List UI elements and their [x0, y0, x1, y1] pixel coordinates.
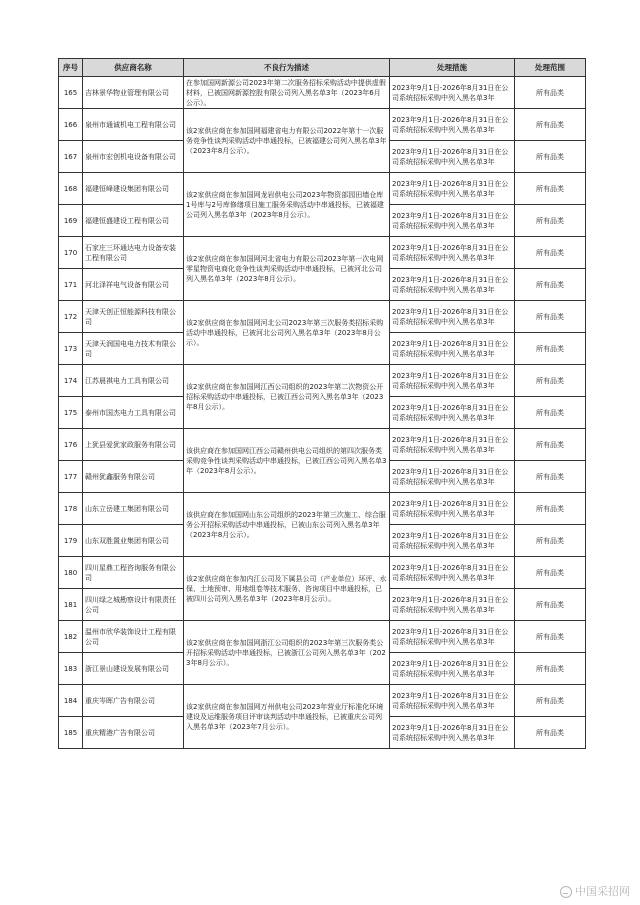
cell-seq: 175 — [59, 397, 83, 429]
cell-seq: 179 — [59, 525, 83, 557]
cell-description-merged: 该2家供应商在参加国网河北公司2023年第三次服务类招标采购活动中串通投标，已被河北公司列入黑名单3年（2023年8月公示）。 — [184, 301, 390, 365]
cell-measure: 2023年9月1日-2026年8月31日在公司系统招标采购中列入黑名单3年 — [390, 653, 515, 685]
cell-supplier-name: 四川绿之城勘察设计有限责任公司 — [83, 589, 184, 621]
cell-range: 所有品类 — [515, 525, 586, 557]
cell-seq: 168 — [59, 173, 83, 205]
cell-description-merged: 该供应商在参加国网山东公司组织的2023年第三次施工、综合服务公开招标采购活动中串通投标，已被山东公司列入黑名单3年（2023年8月公示）。 — [184, 493, 390, 557]
cell-range: 所有品类 — [515, 461, 586, 493]
cell-description-merged: 该2家供应商在参加国网龙岩供电公司2023年物资部园田墙仓库1号库与2号库修缮项目施工服务采购活动中串通投标，已被福建公司列入黑名单3年（2023年8月公示）。 — [184, 173, 390, 237]
cell-description-merged: 该2家供应商在参加内江公司及下属县公司（产业单位）环评、水保、土地预审、用地组卷等技术服务、咨询项目中串通投标，已被四川公司列入黑名单3年（2023年8月公示）。 — [184, 557, 390, 621]
cell-supplier-name: 重庆岑晖广告有限公司 — [83, 685, 184, 717]
cell-description-merged: 该2家供应商在参加国网江西公司组织的2023年第二次物资公开招标采购活动中串通投标，已被江西公司列入黑名单3年（2023年8月公示）。 — [184, 365, 390, 429]
cell-seq: 185 — [59, 717, 83, 749]
cell-seq: 177 — [59, 461, 83, 493]
cell-range: 所有品类 — [515, 173, 586, 205]
cell-range: 所有品类 — [515, 493, 586, 525]
table-row — [59, 621, 586, 653]
cell-measure: 2023年9月1日-2026年8月31日在公司系统招标采购中列入黑名单3年 — [390, 525, 515, 557]
cell-seq: 171 — [59, 269, 83, 301]
cell-range: 所有品类 — [515, 141, 586, 173]
cell-seq: 182 — [59, 621, 83, 653]
cell-supplier-name: 温州市欣华装饰设计工程有限公司 — [83, 621, 184, 653]
cell-range: 所有品类 — [515, 77, 586, 109]
cell-seq: 173 — [59, 333, 83, 365]
watermark — [560, 883, 630, 899]
cell-measure: 2023年9月1日-2026年8月31日在公司系统招标采购中列入黑名单3年 — [390, 269, 515, 301]
cell-range: 所有品类 — [515, 589, 586, 621]
cell-supplier-name: 泉州市宏创机电设备有限公司 — [83, 141, 184, 173]
cell-range: 所有品类 — [515, 237, 586, 269]
cell-description-merged: 该2家供应商在参加国网河北省电力有限公司2023年第一次电网零星物资电商化竞争性谈判采购活动中串通投标，已被河北公司列入黑名单3年（2023年8月公示）。 — [184, 237, 390, 301]
cell-range: 所有品类 — [515, 205, 586, 237]
cell-supplier-name: 山东双胜置业集团有限公司 — [83, 525, 184, 557]
cell-supplier-name: 山东立岳建工集团有限公司 — [83, 493, 184, 525]
cell-measure: 2023年9月1日-2026年8月31日在公司系统招标采购中列入黑名单3年 — [390, 461, 515, 493]
cell-range: 所有品类 — [515, 685, 586, 717]
cell-measure: 2023年9月1日-2026年8月31日在公司系统招标采购中列入黑名单3年 — [390, 365, 515, 397]
cell-range: 所有品类 — [515, 653, 586, 685]
cell-range: 所有品类 — [515, 109, 586, 141]
header-description: 不良行为描述 — [184, 59, 390, 77]
cell-measure: 2023年9月1日-2026年8月31日在公司系统招标采购中列入黑名单3年 — [390, 77, 515, 109]
cell-measure: 2023年9月1日-2026年8月31日在公司系统招标采购中列入黑名单3年 — [390, 173, 515, 205]
table-row — [59, 493, 586, 525]
cell-supplier-name: 浙江景山建设发展有限公司 — [83, 653, 184, 685]
cell-range: 所有品类 — [515, 621, 586, 653]
header-measure: 处理措施 — [390, 59, 515, 77]
cell-range: 所有品类 — [515, 429, 586, 461]
cell-measure: 2023年9月1日-2026年8月31日在公司系统招标采购中列入黑名单3年 — [390, 109, 515, 141]
cell-measure: 2023年9月1日-2026年8月31日在公司系统招标采购中列入黑名单3年 — [390, 429, 515, 461]
table-row — [59, 237, 586, 269]
cell-supplier-name: 天津天创正恒能源科技有限公司 — [83, 301, 184, 333]
cell-supplier-name: 重庆精港广告有限公司 — [83, 717, 184, 749]
cell-supplier-name: 河北泽祥电气设备有限公司 — [83, 269, 184, 301]
cell-supplier-name: 泰州市国杰电力工具有限公司 — [83, 397, 184, 429]
cell-measure: 2023年9月1日-2026年8月31日在公司系统招标采购中列入黑名单3年 — [390, 685, 515, 717]
cell-seq: 181 — [59, 589, 83, 621]
cell-seq: 167 — [59, 141, 83, 173]
cell-measure: 2023年9月1日-2026年8月31日在公司系统招标采购中列入黑名单3年 — [390, 493, 515, 525]
cell-supplier-name: 上犹县爱犹家政服务有限公司 — [83, 429, 184, 461]
cell-description-merged: 该2家供应商在参加国网福建省电力有限公司2022年第十一次服务竞争性谈判采购活动中串通投标，已被福建公司列入黑名单3年（2023年8月公示）。 — [184, 109, 390, 173]
cell-supplier-name: 赣州犹鑫服务有限公司 — [83, 461, 184, 493]
cell-supplier-name: 福建恒峰建设集团有限公司 — [83, 173, 184, 205]
cell-measure: 2023年9月1日-2026年8月31日在公司系统招标采购中列入黑名单3年 — [390, 333, 515, 365]
cell-seq: 176 — [59, 429, 83, 461]
cell-measure: 2023年9月1日-2026年8月31日在公司系统招标采购中列入黑名单3年 — [390, 621, 515, 653]
cell-measure: 2023年9月1日-2026年8月31日在公司系统招标采购中列入黑名单3年 — [390, 717, 515, 749]
cell-range: 所有品类 — [515, 397, 586, 429]
table-row — [59, 301, 586, 333]
header-range: 处理范围 — [515, 59, 586, 77]
cell-supplier-name: 天津天润国电电力技术有限公司 — [83, 333, 184, 365]
blacklist-table — [58, 58, 586, 749]
cell-supplier-name: 石家庄三环通达电力设备安装工程有限公司 — [83, 237, 184, 269]
cell-seq: 170 — [59, 237, 83, 269]
cell-description-merged: 该供应商在参加国网江西公司赣州供电公司组织的第四次服务类采购竞争性谈判采购活动中串通投标，已被江西公司列入黑名单3年（2023年8月公示）。 — [184, 429, 390, 493]
cell-measure: 2023年9月1日-2026年8月31日在公司系统招标采购中列入黑名单3年 — [390, 301, 515, 333]
cell-measure: 2023年9月1日-2026年8月31日在公司系统招标采购中列入黑名单3年 — [390, 141, 515, 173]
table-row — [59, 173, 586, 205]
cell-range: 所有品类 — [515, 333, 586, 365]
cell-range: 所有品类 — [515, 365, 586, 397]
cell-measure: 2023年9月1日-2026年8月31日在公司系统招标采购中列入黑名单3年 — [390, 205, 515, 237]
watermark-text: 中国采招网 — [575, 885, 630, 898]
cell-description-merged: 该2家供应商在参加国网浙江公司组织的2023年第三次服务类公开招标采购活动中串通投标，已被浙江公司列入黑名单3年（2023年8月公示）。 — [184, 621, 390, 685]
table-row — [59, 109, 586, 141]
header-seq: 序号 — [59, 59, 83, 77]
cell-seq: 180 — [59, 557, 83, 589]
cell-supplier-name: 福建恒盛建设工程有限公司 — [83, 205, 184, 237]
table-row — [59, 685, 586, 717]
cell-measure: 2023年9月1日-2026年8月31日在公司系统招标采购中列入黑名单3年 — [390, 589, 515, 621]
table-row — [59, 77, 586, 109]
cell-range: 所有品类 — [515, 301, 586, 333]
watermark-logo-icon — [560, 886, 572, 898]
cell-range: 所有品类 — [515, 269, 586, 301]
table-header-row — [59, 59, 586, 77]
cell-measure: 2023年9月1日-2026年8月31日在公司系统招标采购中列入黑名单3年 — [390, 237, 515, 269]
cell-seq: 169 — [59, 205, 83, 237]
cell-seq: 183 — [59, 653, 83, 685]
table-row — [59, 557, 586, 589]
table-row — [59, 429, 586, 461]
cell-seq: 166 — [59, 109, 83, 141]
cell-seq: 184 — [59, 685, 83, 717]
cell-seq: 165 — [59, 77, 83, 109]
cell-supplier-name: 四川星鼎工程咨询服务有限公司 — [83, 557, 184, 589]
cell-description-merged: 该2家供应商在参加国网万州供电公司2023年营业厅标准化环境建设及运维服务项目评审谈判活动中串通投标，已被重庆公司列入黑名单3年（2023年7月公示）。 — [184, 685, 390, 749]
document-page — [58, 58, 585, 749]
cell-description: 在参加国网新源公司2023年第二次服务招标采购活动中提供虚假材料，已被国网新源控股有限公司列入黑名单3年（2023年6月公示）。 — [184, 77, 390, 109]
cell-supplier-name: 泉州市通诚机电工程有限公司 — [83, 109, 184, 141]
cell-seq: 172 — [59, 301, 83, 333]
cell-seq: 174 — [59, 365, 83, 397]
cell-range: 所有品类 — [515, 557, 586, 589]
cell-seq: 178 — [59, 493, 83, 525]
cell-supplier-name: 吉林景华物业管理有限公司 — [83, 77, 184, 109]
cell-measure: 2023年9月1日-2026年8月31日在公司系统招标采购中列入黑名单3年 — [390, 397, 515, 429]
header-supplier-name: 供应商名称 — [83, 59, 184, 77]
cell-range: 所有品类 — [515, 717, 586, 749]
cell-supplier-name: 江苏晨祺电力工具有限公司 — [83, 365, 184, 397]
cell-measure: 2023年9月1日-2026年8月31日在公司系统招标采购中列入黑名单3年 — [390, 557, 515, 589]
table-row — [59, 365, 586, 397]
